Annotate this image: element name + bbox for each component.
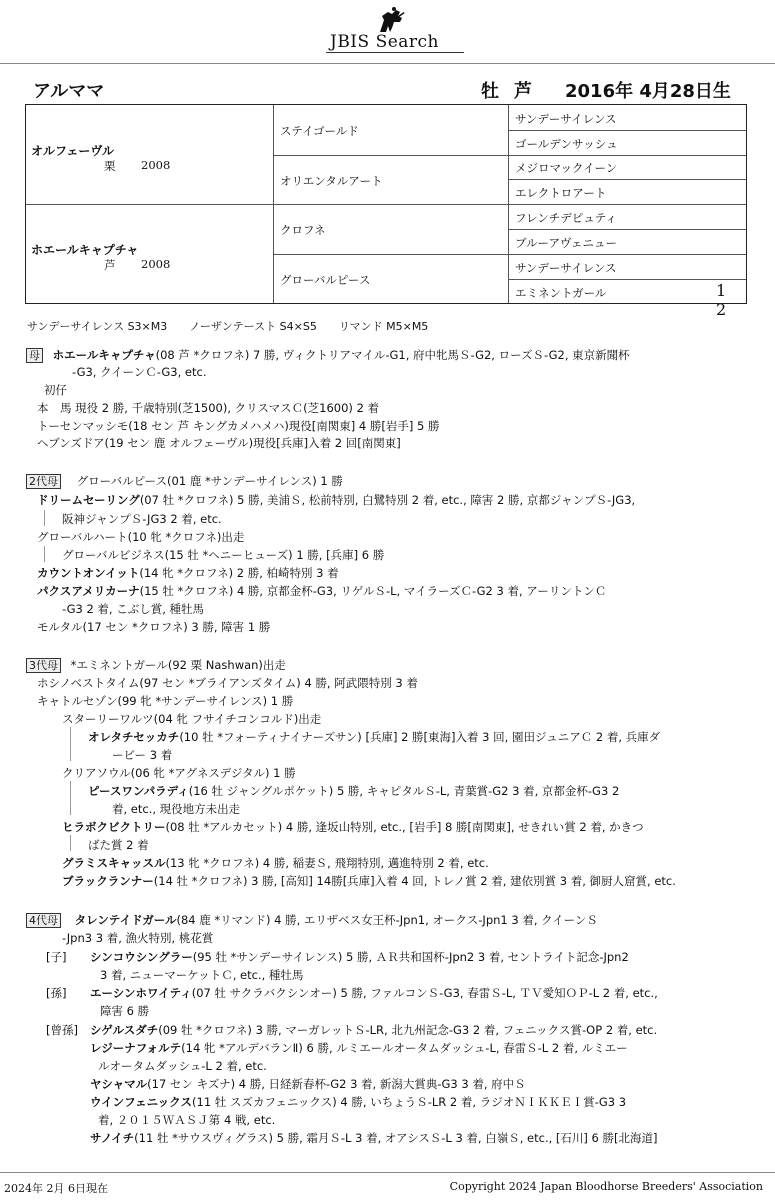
g4-runner-record-cont: 3 着, ニューマーケットＣ, etc., 種牡馬: [100, 968, 304, 982]
g2-runner-record-cont: 阪神ジャンプＳ-JG3 2 着, etc.: [62, 512, 222, 526]
g4-entry: [90, 1076, 526, 1092]
g2-runner-record: (14 牝 *クロフネ) 2 勝, 柏崎特別 3 着: [139, 566, 339, 580]
lineage-bar: [44, 510, 45, 526]
g4-head-line: [26, 912, 598, 928]
g2-runner-link[interactable]: カウントオンイット: [37, 566, 140, 580]
g3-entry: [88, 783, 619, 799]
dam-section-line: [26, 347, 630, 363]
pedigree-gen3[interactable]: フレンチデピュティ: [515, 211, 617, 225]
pedigree-divider: [508, 279, 746, 280]
footer-date: 2024年 2月 6日現在: [4, 1182, 108, 1195]
g4-runner-link[interactable]: サノイチ: [90, 1131, 135, 1145]
pedigree-gen3[interactable]: エレクトロアート: [515, 186, 607, 200]
g4-dam-record-cont: -Jpn3 3 着, 漁火特別, 桃花賞: [62, 931, 214, 945]
pedigree-gen2-dam-dam[interactable]: グローバルピース: [280, 273, 371, 287]
g3-entry[interactable]: キャトルセゾン(99 牝 *サンデーサイレンス) 1 勝: [37, 694, 294, 708]
g4-tag: 4代母: [26, 913, 61, 928]
pedigree-gen3[interactable]: エミネントガール: [515, 286, 607, 300]
pedigree-divider: [273, 155, 746, 156]
g3-entry[interactable]: スターリーワルツ(04 牝 フサイチコンコルド)出走: [62, 712, 322, 726]
himago-label: [曾孫]: [46, 1023, 78, 1037]
lineage-bar: [70, 835, 71, 851]
g4-runner-record: (11 牡 *サウスヴィグラス) 5 勝, 霜月Ｓ-L 3 着, オアシスＳ-L 3 着, 白嶺Ｓ, etc., [石川] 6 勝[北海道]: [134, 1131, 658, 1145]
footer-divider: [0, 1172, 775, 1173]
pedigree-divider: [508, 229, 746, 230]
g4-runner-link[interactable]: シゲルスダチ: [90, 1023, 159, 1037]
pedigree-gen3[interactable]: サンデーサイレンス: [515, 112, 617, 126]
pedigree-divider: [508, 130, 746, 131]
horse-birthdate: 2016年 4月28日生: [565, 81, 731, 102]
dam-year: 2008: [141, 257, 171, 271]
g4-entry: [90, 985, 658, 1001]
pedigree-divider: [273, 254, 746, 255]
g4-runner-record: (95 牡 *サンデーサイレンス) 5 勝, ＡＲ共和国杯-Jpn2 3 着, セントライト記念-Jpn2: [192, 950, 629, 964]
g3-runner-link[interactable]: ヒラボクビクトリー: [62, 820, 166, 834]
g3-head-line: [26, 657, 286, 673]
g3-runner-record: (14 牡 *クロフネ) 3 勝, [高知] 14勝[兵庫]入着 4 回, トレノ賞 2 着, 建依別賞 3 着, 御厨人窟賞, etc.: [153, 874, 676, 888]
g4-runner-link[interactable]: エーシンホワイティ: [90, 986, 192, 1000]
g4-runner-record-cont: 障害 6 勝: [100, 1004, 150, 1018]
dam-color: 芦: [104, 258, 116, 272]
pedigree-gen3[interactable]: ゴールデンサッシュ: [515, 137, 618, 151]
pedigree-gen3[interactable]: サンデーサイレンス: [515, 261, 617, 275]
g2-runner-record-cont: -G3 2 着, こぶし賞, 種牡馬: [62, 602, 205, 616]
g3-runner-link[interactable]: ブラックランナー: [62, 874, 154, 888]
self-record: 現役 2 勝, 千歳特別(芝1500), クリスマスＣ(芝1600) 2 着: [71, 401, 380, 415]
g3-runner-record: (13 牝 *クロフネ) 4 勝, 稲妻Ｓ, 飛翔特別, 邁進特別 2 着, etc.: [165, 856, 489, 870]
g4-entry: [90, 1094, 626, 1110]
pedigree-gen2-dam-sire[interactable]: クロフネ: [280, 223, 326, 237]
g3-runner-record-cont: ービー 3 着: [112, 748, 173, 762]
g3-entry[interactable]: ホシノベストタイム(97 セン *ブライアンズタイム) 4 勝, 阿武隈特別 3 着: [37, 676, 418, 690]
g3-runner-link[interactable]: グラミスキャッスル: [62, 856, 166, 870]
g4-runner-record: (09 牡 *クロフネ) 3 勝, マーガレットＳ-LR, 北九州記念-G3 2 着, フェニックス賞-OP 2 着, etc.: [158, 1023, 658, 1037]
lineage-bar: [70, 781, 71, 815]
offspring-entry[interactable]: ヘブンズドア(19 セン 鹿 オルフェーヴル)現役[兵庫]入着 2 回[南関東]: [37, 436, 401, 450]
g3-runner-record-cont: ばた賞 2 着: [88, 838, 149, 852]
g2-entry: [37, 492, 635, 508]
offspring-entry[interactable]: トーセンマッシモ(18 セン 芦 キングカメハメハ)現役[南関東] 4 勝[岩手] 5 勝: [37, 419, 440, 433]
g4-runner-link[interactable]: ヤシャマル: [90, 1077, 148, 1091]
self-label: 本 馬: [37, 401, 72, 415]
g3-entry: [62, 873, 676, 889]
g4-entry: [90, 1022, 657, 1038]
sire-name[interactable]: オルフェーヴル: [31, 144, 115, 158]
g3-runner-record: (10 牡 *フォーティナイナーズサン) [兵庫] 2 勝[東海]入着 3 回, 園田ジュニアＣ 2 着, 兵庫ダ: [179, 730, 661, 744]
dam-name[interactable]: ホエールキャプチャ: [31, 243, 139, 257]
horse-sex: 牡: [481, 81, 499, 102]
horse-rider-icon: [374, 6, 408, 34]
g3-runner-record: (16 牡 ジャングルポケット) 5 勝, キャピタルＳ-L, 青葉賞-G2 3 着, 京都金杯-G3 2: [188, 784, 620, 798]
jbis-search-logo[interactable]: [326, 6, 466, 54]
g4-entry: [90, 1130, 658, 1146]
pedigree-table: [25, 104, 747, 319]
logo-underline: [326, 52, 464, 53]
g2-entry[interactable]: グローバルハート(10 牝 *クロフネ)出走: [37, 530, 245, 544]
pedigree-gen3[interactable]: メジロマックイーン: [515, 161, 618, 175]
sire-year: 2008: [141, 158, 171, 172]
self-entry: [37, 400, 379, 416]
inbreeding-summary: サンデーサイレンス S3×M3 ノーザンテースト S4×S5 リマンド M5×M5: [27, 320, 429, 333]
lineage-bar: [44, 546, 45, 562]
g4-dam-record: (84 鹿 *リマンド) 4 勝, エリザベス女王杯-Jpn1, オークス-Jpn1 3 着, クイーンＳ: [176, 913, 598, 927]
g3-entry: [88, 729, 660, 745]
g3-entry: [62, 819, 644, 835]
pedigree-gen2-sire-sire[interactable]: ステイゴールド: [280, 124, 359, 138]
dam-record-cont: -G3, クイーンＣ-G3, etc.: [72, 365, 207, 379]
dam-record: (08 芦 *クロフネ) 7 勝, ヴィクトリアマイル-G1, 府中牝馬Ｓ-G2, ローズＳ-G2, 東京新聞杯: [155, 348, 630, 362]
g4-entry: [90, 1040, 628, 1056]
g4-runner-link[interactable]: シンコウシングラー: [90, 950, 193, 964]
g3-runner-link[interactable]: ピースワンパラディ: [88, 784, 189, 798]
footer-copyright: Copyright 2024 Japan Bloodhorse Breeders' Association: [449, 1180, 763, 1193]
g2-runner-link[interactable]: パクスアメリカーナ: [37, 584, 140, 598]
g4-runner-record: (07 牡 サクラバクシンオー) 5 勝, ファルコンＳ-G3, 春雷Ｓ-L, ＴＶ愛知ＯＰ-L 2 着, etc.,: [191, 986, 658, 1000]
logo-text: JBIS Search: [330, 32, 440, 52]
g2-entry: [37, 565, 339, 581]
g4-runner-record: (11 牡 スズカフェニックス) 4 勝, いちょうＳ-LR 2 着, ラジオＮＩＫＫＥＩ賞-G3 3: [192, 1095, 627, 1109]
dam-first-foal: 初仔: [44, 383, 67, 397]
g3-entry[interactable]: クリアソウル(06 牝 *アグネスデジタル) 1 勝: [62, 766, 296, 780]
g2-entry[interactable]: モルタル(17 セン *クロフネ) 3 勝, 障害 1 勝: [37, 620, 271, 634]
g2-tag: 2代母: [26, 474, 61, 489]
pedigree-gen2-sire-dam[interactable]: オリエンタルアート: [280, 174, 383, 188]
g4-entry: [90, 949, 629, 965]
pedigree-divider: [508, 179, 746, 180]
g2-runner-record: (07 牡 *クロフネ) 5 勝, 美浦Ｓ, 松前特別, 白鷺特別 2 着, etc., 障害 2 勝, 京都ジャンプＳ-JG3,: [139, 493, 636, 507]
g2-head-line: [26, 473, 343, 489]
sire-color: 栗: [104, 159, 116, 173]
g2-entry: [37, 583, 606, 599]
pedigree-gen3[interactable]: ブルーアヴェニュー: [515, 236, 618, 250]
g4-runner-record: (14 牝 *アルデバランⅡ) 6 勝, ルミエールオータムダッシュ-L, 春雷Ｓ-L 2 着, ルミエー: [181, 1041, 628, 1055]
horse-color: 芦: [514, 81, 532, 102]
dam-tag: 母: [26, 348, 43, 363]
ko-label: [子]: [46, 950, 67, 964]
g4-runner-link[interactable]: レジーナフォルテ: [90, 1041, 182, 1055]
g4-runner-link[interactable]: ウインフェニックス: [90, 1095, 193, 1109]
g2-runner-link[interactable]: ドリームセーリング: [37, 493, 140, 507]
family-number: 1 2: [716, 281, 729, 319]
lineage-bar: [70, 727, 71, 761]
g4-runner-record-cont: 着, ２０１５ＷＡＳＪ第 4 戦, etc.: [98, 1113, 276, 1127]
mago-label: [孫]: [46, 986, 67, 1000]
g3-tag: 3代母: [26, 658, 61, 673]
pedigree-divider: [26, 204, 746, 205]
g2-runner-record: (15 牡 *クロフネ) 4 勝, 京都金杯-G3, リゲルＳ-L, マイラーズＣ-G2 3 着, アーリントンＣ: [139, 584, 607, 598]
horse-name: アルママ: [33, 81, 105, 102]
g4-runner-record: (17 セン キズナ) 4 勝, 日経新春杯-G2 3 着, 新潟大賞典-G3 3 着, 府中Ｓ: [147, 1077, 526, 1091]
dam-link[interactable]: ホエールキャプチャ: [52, 348, 156, 362]
g3-runner-link[interactable]: オレタチセッカチ: [88, 730, 180, 744]
g4-dam-link[interactable]: タレンテイドガール: [74, 913, 177, 927]
g2-grandoffspring[interactable]: グローバルビジネス(15 牡 *ヘニーヒューズ) 1 勝, [兵庫] 6 勝: [62, 548, 385, 562]
g3-runner-record-cont: 着, etc., 現役地方未出走: [112, 802, 241, 816]
g3-runner-record: (08 牡 *アルカセット) 4 勝, 逢坂山特別, etc., [岩手] 8 勝[南関東], せきれい賞 2 着, かきつ: [165, 820, 644, 834]
header-divider: [0, 63, 775, 64]
g3-dam-link[interactable]: *エミネントガール(92 栗 Nashwan)出走: [70, 658, 286, 672]
g4-runner-record-cont: ルオータムダッシュ-L 2 着, etc.: [98, 1059, 267, 1073]
g3-entry: [62, 855, 489, 871]
g2-dam-link[interactable]: グローバルピース(01 鹿 *サンデーサイレンス) 1 勝: [76, 474, 343, 488]
